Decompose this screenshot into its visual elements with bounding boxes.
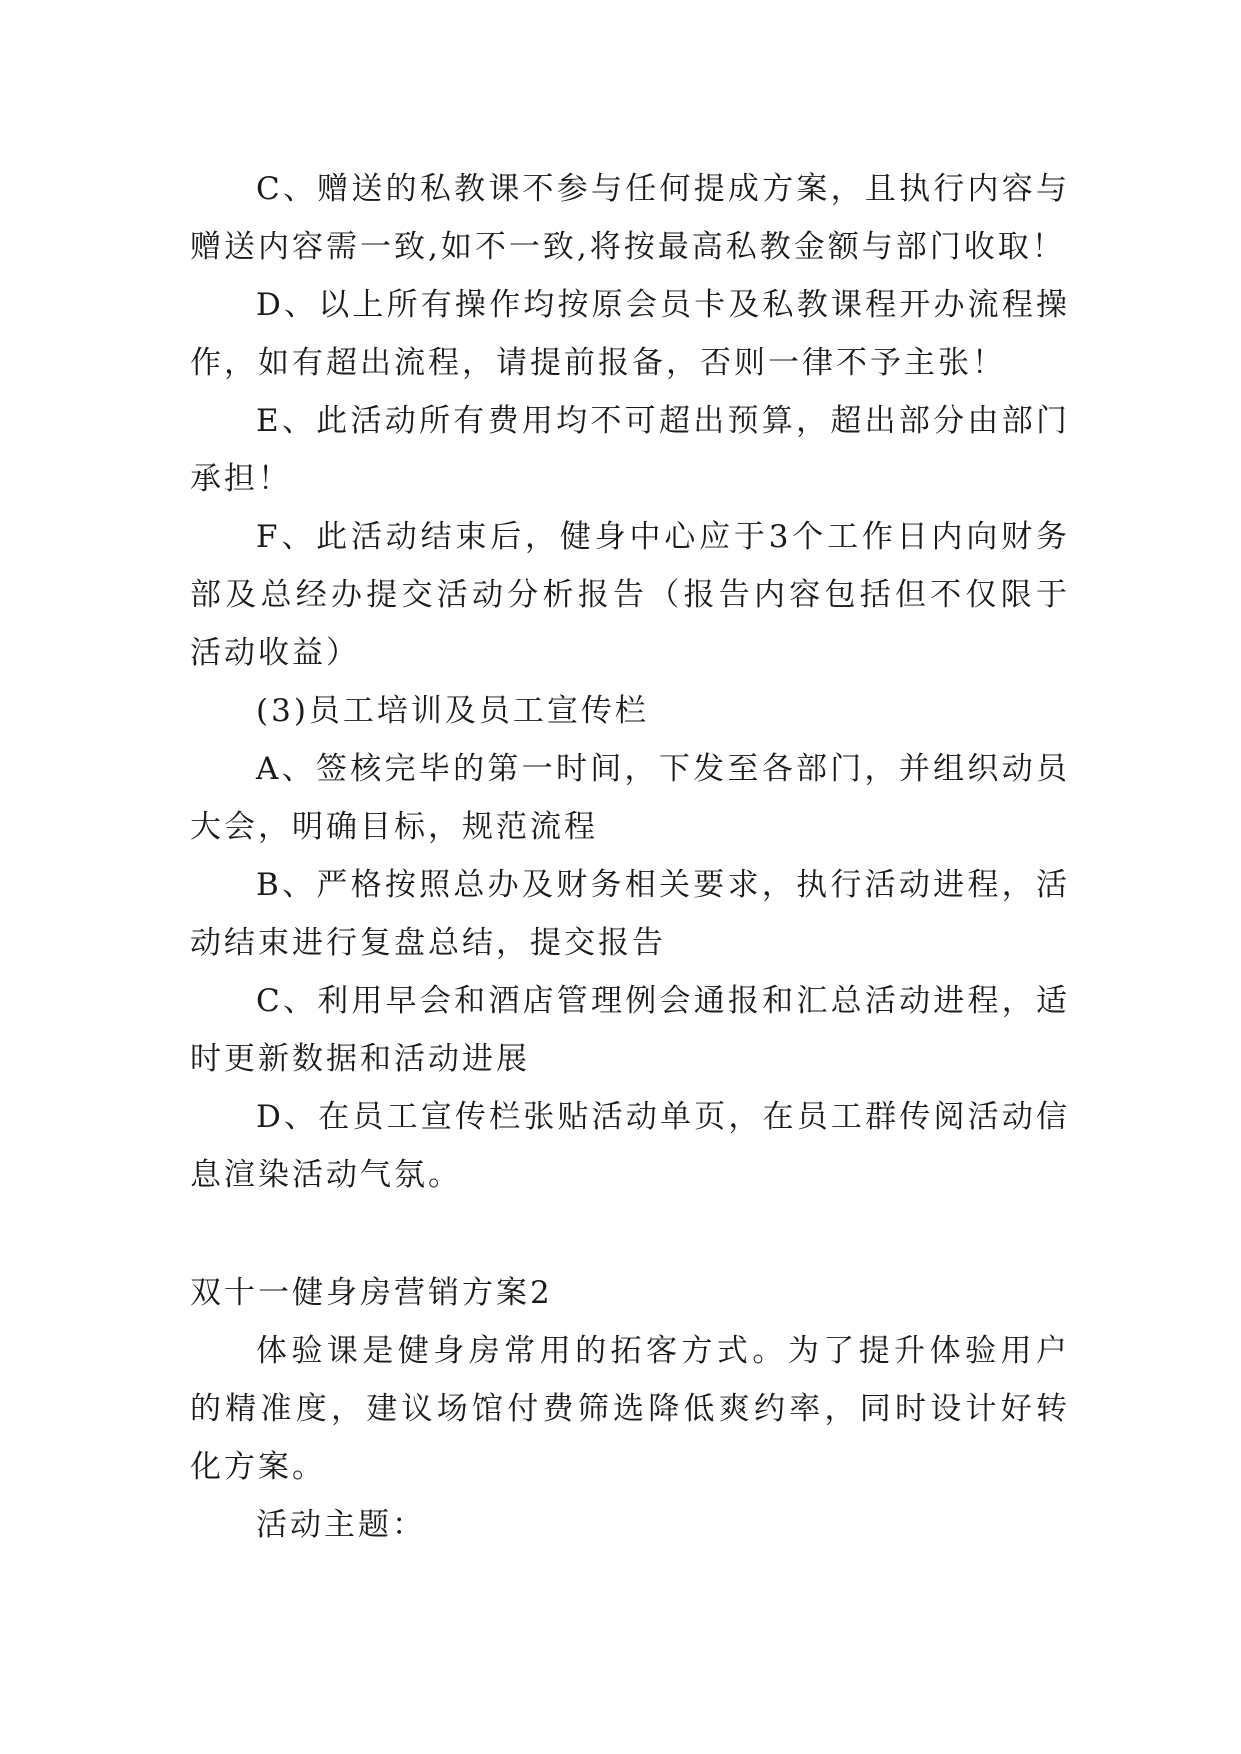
paragraph-training-b: B、严格按照总办及财务相关要求，执行活动进程，活动结束进行复盘总结，提交报告 <box>190 867 1070 961</box>
paragraph-item-d: D、以上所有操作均按原会员卡及私教课程开办流程操作，如有超出流程，请提前报备，否则一律不予主张！ <box>190 287 1070 381</box>
paragraph-item-c: C、赠送的私教课不参与任何提成方案，且执行内容与赠送内容需一致,如不一致,将按最高私教金额与部门收取！ <box>190 171 1070 265</box>
paragraph-training-a: A、签核完毕的第一时间，下发至各部门，并组织动员大会，明确目标，规范流程 <box>190 751 1070 845</box>
section-title: 双十一健身房营销方案2 <box>190 1275 553 1311</box>
paragraph-item-e: E、此活动所有费用均不可超出预算，超出部分由部门承担！ <box>190 403 1070 497</box>
paragraph-training-c: C、利用早会和酒店管理例会通报和汇总活动进程，适时更新数据和活动进展 <box>190 983 1070 1077</box>
paragraph-training-d: D、在员工宣传栏张贴活动单页，在员工群传阅活动信息渲染活动气氛。 <box>190 1099 1070 1193</box>
paragraph-theme-label: 活动主题： <box>256 1507 426 1543</box>
paragraph-intro: 体验课是健身房常用的拓客方式。为了提升体验用户的精准度，建议场馆付费筛选降低爽约率，同时设计好转化方案。 <box>190 1333 1070 1485</box>
subheading-staff-training: (3)员工培训及员工宣传栏 <box>256 693 649 729</box>
paragraph-item-f: F、此活动结束后，健身中心应于3个工作日内向财务部及总经办提交活动分析报告（报告内容包括但不仅限于活动收益） <box>190 519 1070 671</box>
document-body <box>190 160 1070 1554</box>
